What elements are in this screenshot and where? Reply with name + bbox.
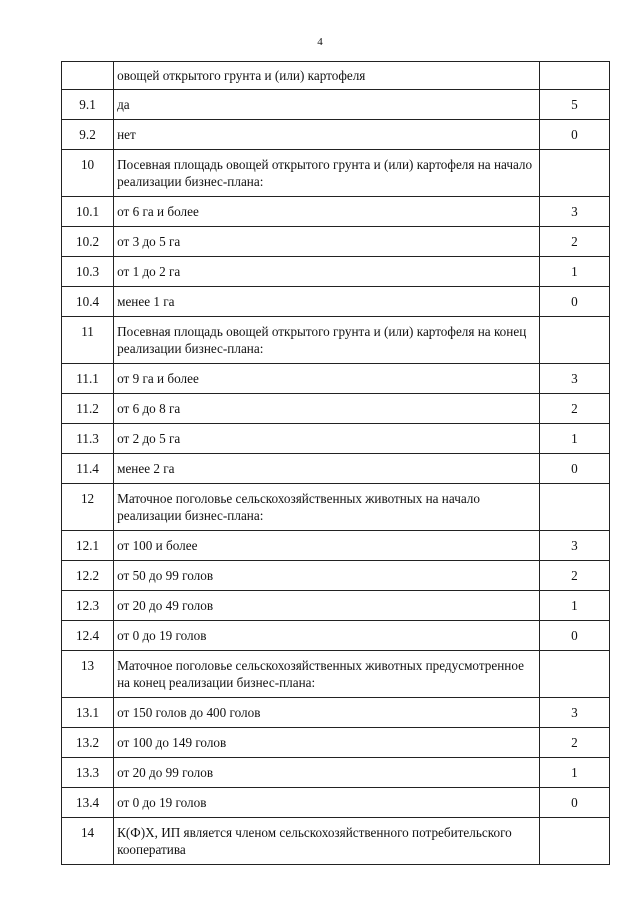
table-row (62, 197, 610, 227)
row-number: 10.1 (62, 197, 114, 227)
row-score: 0 (539, 621, 609, 651)
table-row (62, 257, 610, 287)
row-score: 2 (539, 561, 609, 591)
row-number: 10.4 (62, 287, 114, 317)
row-criterion: от 0 до 19 голов (114, 621, 540, 651)
row-number: 10 (62, 150, 114, 197)
row-number: 9.1 (62, 90, 114, 120)
table-row (62, 424, 610, 454)
row-criterion: Маточное поголовье сельскохозяйственных животных на начало реализации бизнес-плана: (114, 484, 540, 531)
table-row (62, 394, 610, 424)
row-criterion: от 150 голов до 400 голов (114, 698, 540, 728)
row-criterion: от 50 до 99 голов (114, 561, 540, 591)
table-row (62, 591, 610, 621)
row-criterion: менее 1 га (114, 287, 540, 317)
row-criterion: от 2 до 5 га (114, 424, 540, 454)
row-criterion: Маточное поголовье сельскохозяйственных животных предусмотренное на конец реализации бизнес-плана: (114, 651, 540, 698)
row-criterion: овощей открытого грунта и (или) картофеля (114, 62, 540, 90)
table-row (62, 621, 610, 651)
row-number: 12.3 (62, 591, 114, 621)
row-score (539, 651, 609, 698)
table-row (62, 62, 610, 90)
row-criterion: менее 2 га (114, 454, 540, 484)
row-score (539, 62, 609, 90)
table-row (62, 454, 610, 484)
row-number: 13.2 (62, 728, 114, 758)
row-score: 2 (539, 728, 609, 758)
row-number: 11.4 (62, 454, 114, 484)
table-row (62, 317, 610, 364)
row-score: 1 (539, 424, 609, 454)
row-score: 0 (539, 287, 609, 317)
row-number: 13.4 (62, 788, 114, 818)
table-row (62, 758, 610, 788)
row-score: 0 (539, 120, 609, 150)
row-score: 1 (539, 758, 609, 788)
row-number: 13.1 (62, 698, 114, 728)
row-score: 2 (539, 227, 609, 257)
row-score: 3 (539, 197, 609, 227)
table-row (62, 227, 610, 257)
row-score: 1 (539, 591, 609, 621)
row-score (539, 150, 609, 197)
row-criterion: от 100 и более (114, 531, 540, 561)
table-row (62, 651, 610, 698)
row-score: 3 (539, 698, 609, 728)
row-number: 12 (62, 484, 114, 531)
table-row (62, 561, 610, 591)
row-criterion: от 6 до 8 га (114, 394, 540, 424)
row-criterion: да (114, 90, 540, 120)
criteria-table (61, 61, 610, 865)
row-number: 12.2 (62, 561, 114, 591)
row-score: 2 (539, 394, 609, 424)
table-row (62, 728, 610, 758)
row-criterion: от 3 до 5 га (114, 227, 540, 257)
row-number: 11.1 (62, 364, 114, 394)
row-number: 13 (62, 651, 114, 698)
row-number: 14 (62, 818, 114, 865)
row-criterion: от 1 до 2 га (114, 257, 540, 287)
row-number: 12.1 (62, 531, 114, 561)
row-score: 0 (539, 788, 609, 818)
table-row (62, 531, 610, 561)
row-criterion: нет (114, 120, 540, 150)
row-criterion: от 0 до 19 голов (114, 788, 540, 818)
row-number (62, 62, 114, 90)
table-row (62, 90, 610, 120)
table-row (62, 364, 610, 394)
table-row (62, 788, 610, 818)
row-score: 5 (539, 90, 609, 120)
table-row (62, 818, 610, 865)
table-row (62, 698, 610, 728)
table-row (62, 484, 610, 531)
row-criterion: от 100 до 149 голов (114, 728, 540, 758)
page-number: 4 (317, 36, 323, 48)
row-number: 11 (62, 317, 114, 364)
row-criterion: К(Ф)Х, ИП является членом сельскохозяйственного потребительского кооператива (114, 818, 540, 865)
row-number: 11.2 (62, 394, 114, 424)
row-number: 10.3 (62, 257, 114, 287)
row-number: 12.4 (62, 621, 114, 651)
row-criterion: от 6 га и более (114, 197, 540, 227)
row-score: 0 (539, 454, 609, 484)
row-number: 10.2 (62, 227, 114, 257)
row-criterion: от 9 га и более (114, 364, 540, 394)
row-number: 9.2 (62, 120, 114, 150)
row-score (539, 818, 609, 865)
row-score: 1 (539, 257, 609, 287)
row-number: 13.3 (62, 758, 114, 788)
table-row (62, 150, 610, 197)
row-criterion: Посевная площадь овощей открытого грунта и (или) картофеля на конец реализации бизнес-плана: (114, 317, 540, 364)
row-score (539, 317, 609, 364)
table-row (62, 120, 610, 150)
row-number: 11.3 (62, 424, 114, 454)
row-score: 3 (539, 364, 609, 394)
row-criterion: Посевная площадь овощей открытого грунта и (или) картофеля на начало реализации бизнес-плана: (114, 150, 540, 197)
row-criterion: от 20 до 99 голов (114, 758, 540, 788)
row-criterion: от 20 до 49 голов (114, 591, 540, 621)
table-row (62, 287, 610, 317)
row-score (539, 484, 609, 531)
row-score: 3 (539, 531, 609, 561)
